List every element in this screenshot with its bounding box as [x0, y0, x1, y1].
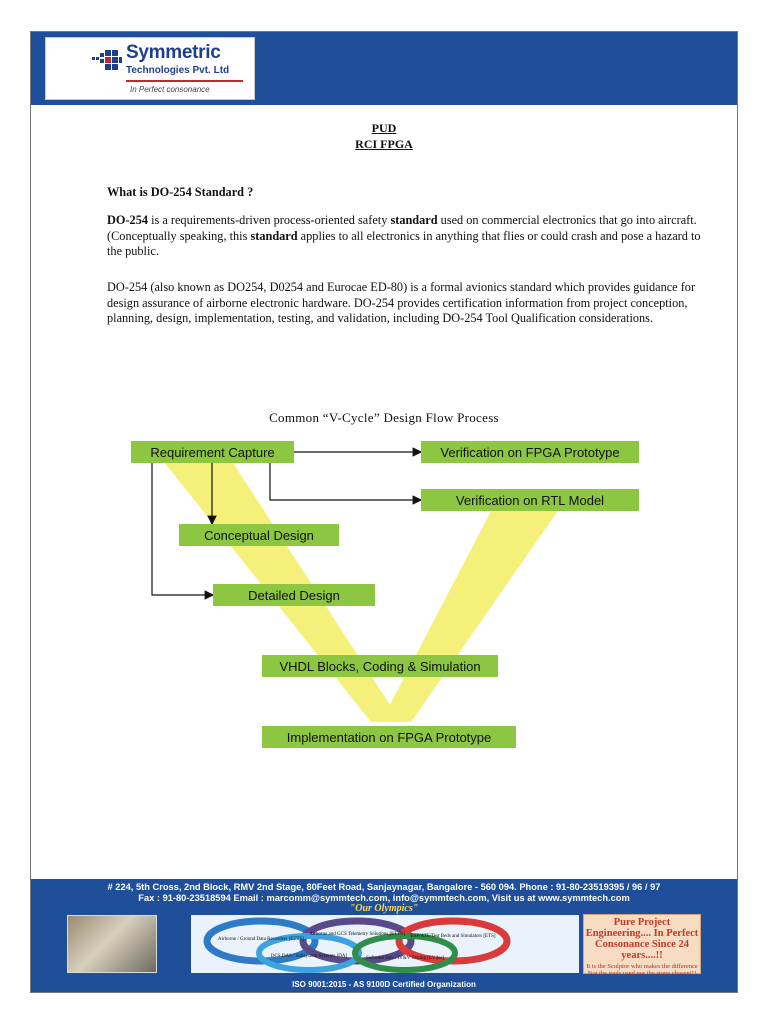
- logo-name: Symmetric: [126, 42, 221, 63]
- arrow-req-to-ver-rtl: [270, 463, 421, 500]
- rings-icon: [191, 915, 579, 973]
- section-heading: What is DO-254 Standard ?: [107, 185, 254, 199]
- footer-address: # 224, 5th Cross, 2nd Block, RMV 2nd Stage, 80Feet Road, Sanjaynagar, Bangalore - 560 094. Phone : 91-80-23519395 / 96 / 97: [107, 882, 661, 892]
- logo-subtitle: Technologies Pvt. Ltd: [126, 65, 230, 76]
- p1-text-1: is a requirements-driven process-oriented safety: [148, 213, 391, 227]
- p1-bold-standard-1: standard: [390, 213, 438, 227]
- ring-label-4: DCS DAS / Subsystem Systems [DA]: [270, 954, 348, 959]
- olympic-rings-graphic: [191, 915, 579, 973]
- promo-heading: Pure Project Engineering.... In Perfect Consonance Since 24 years....!!: [585, 917, 699, 961]
- p1-text-2: used on commercial electronics that go into aircraft. (Conceptually speaking, this: [107, 213, 697, 243]
- paragraph-2: DO-254 (also known as DO254, D0254 and Eurocae ED-80) is a formal avionics standard which provides guidance for design assurance of airborne electronic hardware. DO-254 provides certification information from project conception, planning, design, implementation, testing, and validation, including DO-254 Tool Qualification considerations.: [107, 280, 696, 325]
- node-vhdl-blocks: VHDL Blocks, Coding & Simulation: [262, 655, 498, 677]
- ring-label-3: BSP/ATE/Test Beds and Simulators [ETS]: [410, 934, 496, 939]
- ring-label-1: Airborne / Ground Data Recorders [ETTS]: [218, 937, 304, 942]
- node-verification-fpga: Verification on FPGA Prototype: [421, 441, 639, 463]
- doc-title-pud: PUD: [371, 121, 397, 135]
- node-verification-rtl: Verification on RTL Model: [421, 489, 639, 511]
- v-shape-right: [381, 492, 571, 722]
- promo-card: [583, 914, 701, 977]
- footer-contact: Fax : 91-80-23518594 Email : marcomm@symmtech.com, info@symmtech.com, Visit us at www.symmtech.com: [138, 893, 630, 903]
- document-page: [30, 31, 738, 993]
- p1-bold-standard-2: standard: [250, 228, 298, 243]
- sculpture-photo: [67, 915, 157, 973]
- footer-band: [31, 879, 737, 993]
- diagram-title: Common “V-Cycle” Design Flow Process: [269, 410, 499, 425]
- node-conceptual-design: Conceptual Design: [179, 524, 339, 546]
- v-cycle-diagram: [31, 32, 738, 993]
- ring-label-2: Airborne and GCS Telemetry Solutions [ETTS]: [309, 932, 405, 937]
- promo-text: It is the Sculptor who makes the difference Not the tools used nor the stone chosen!!!: [586, 963, 698, 977]
- doc-title-rci-fpga: RCI FPGA: [355, 137, 413, 151]
- node-requirement-capture: Requirement Capture: [131, 441, 294, 463]
- footer-motto: "Our Olympics": [349, 903, 419, 914]
- node-detailed-design: Detailed Design: [213, 584, 375, 606]
- ring-label-5: Software Dev / IV&V Testing [EVdes]: [366, 956, 444, 961]
- p1-bold-do254: DO-254: [107, 213, 148, 227]
- node-implementation: Implementation on FPGA Prototype: [262, 726, 516, 748]
- p1-text-3: applies to all electronics in anything that flies or could crash and pose a hazard to the public.: [107, 228, 701, 258]
- logo-tagline: In Perfect consonance: [130, 85, 210, 94]
- iso-certification: ISO 9001:2015 - AS 9100D Certified Organization: [292, 980, 476, 989]
